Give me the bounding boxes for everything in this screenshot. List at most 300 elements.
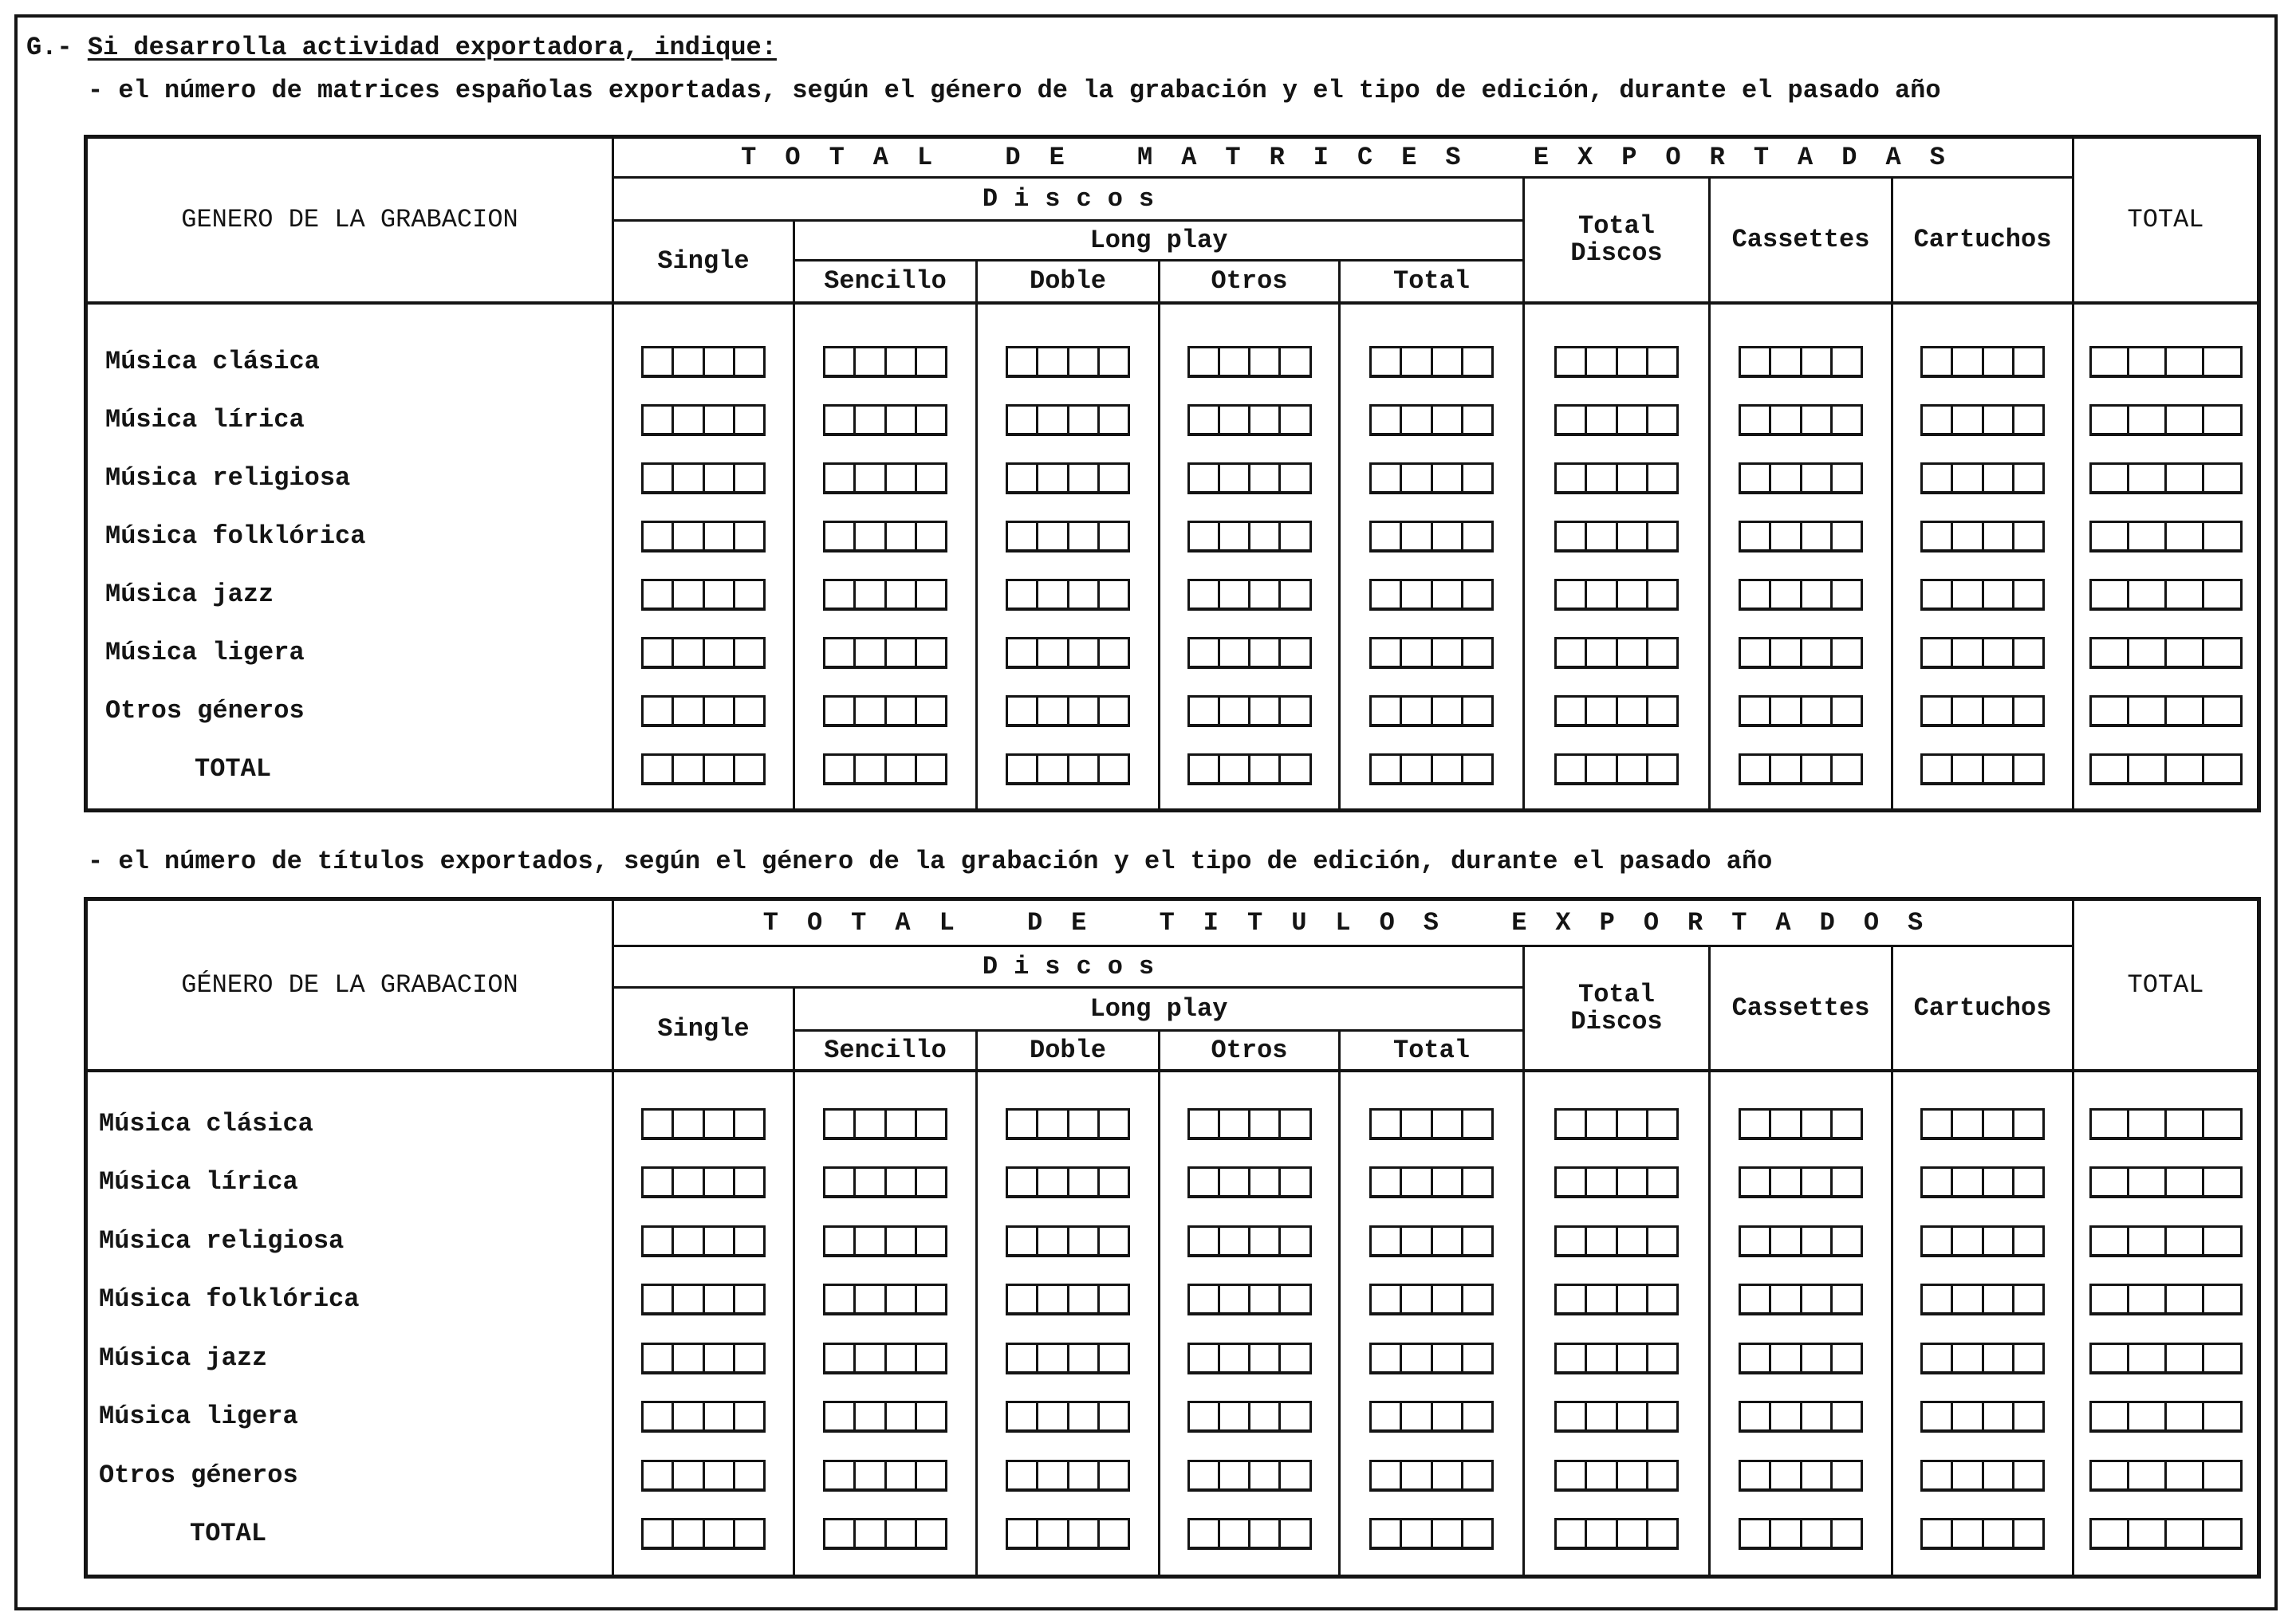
digit-cell [1984,1111,2014,1137]
single-entry-box [641,579,766,611]
lp-sencillo-header: Sencillo [795,1032,978,1072]
digit-cell [856,639,886,666]
digit-cell [825,1462,856,1488]
digit-cell [856,465,886,491]
total-column-header: TOTAL [2074,901,2257,1072]
lp-doble-entry-box [1006,404,1130,436]
digit-cell [2204,1345,2239,1371]
digit-cell [1433,1169,1463,1195]
cartuchos-entry-box [1920,1401,2045,1433]
lp-sencillo-entry-box [823,579,947,611]
digit-cell [1281,1462,1309,1488]
digit-cell [1190,698,1220,724]
digit-cell [1433,639,1463,666]
total-discos-header [1525,179,1711,305]
lp-total-entry-box [1369,1108,1494,1140]
cassettes-entry-box [1739,1460,1863,1492]
lp-otros-entry-box [1187,753,1312,785]
digit-cell [1402,1228,1432,1254]
table-cell [1160,623,1341,682]
digit-cell [887,523,917,549]
table-cell [1893,1446,2074,1505]
digit-cell [674,348,704,375]
digit-cell [1618,1520,1648,1547]
digit-cell [1433,407,1463,433]
digit-cell [1923,1520,1953,1547]
table-cell [795,623,978,682]
single-entry-box [641,1166,766,1198]
digit-cell [1281,1403,1309,1429]
digit-cell [825,407,856,433]
digit-cell [735,756,763,782]
lp-total-entry-box [1369,1343,1494,1374]
table-cell [978,1505,1160,1575]
digit-cell [1923,1462,1953,1488]
digit-cell [1557,348,1587,375]
table-cell [2074,449,2257,507]
table-cell [1160,305,1341,391]
digit-cell [1100,407,1128,433]
digit-cell [1953,407,1983,433]
digit-cell [1220,581,1250,608]
digit-cell [1100,523,1128,549]
digit-cell [1802,1286,1833,1312]
digit-cell [1771,1228,1802,1254]
digit-cell [1220,639,1250,666]
cassettes-entry-box [1739,1166,1863,1198]
lp-doble-entry-box [1006,1284,1130,1315]
lp-sencillo-entry-box [823,753,947,785]
digit-cell [1741,756,1771,782]
table-cell [795,682,978,740]
digit-cell [1038,465,1069,491]
lp-total-header: Total [1341,1032,1525,1072]
digit-cell [856,1111,886,1137]
lp-otros-entry-box [1187,637,1312,669]
table-cell [2074,1329,2257,1388]
table-cell [978,1154,1160,1213]
cartuchos-entry-box [1920,1460,2045,1492]
digit-cell [1771,407,1802,433]
digit-cell [1008,465,1038,491]
table-cell [1341,1271,1525,1330]
table-cell [1525,449,1711,507]
digit-cell [1069,523,1100,549]
table-cell [614,1072,795,1154]
digit-cell [1923,698,1953,724]
digit-cell [1953,1462,1983,1488]
table-cell [1893,1271,2074,1330]
digit-cell [1100,639,1128,666]
digit-cell [674,1462,704,1488]
digit-cell [1618,465,1648,491]
digit-cell [1008,1169,1038,1195]
digit-cell [1802,348,1833,375]
digit-cell [1402,407,1432,433]
digit-cell [2014,756,2042,782]
digit-cell [1802,581,1833,608]
digit-cell [917,581,945,608]
digit-cell [2092,1286,2129,1312]
digit-cell [1100,1111,1128,1137]
table-cell [978,507,1160,565]
lp-doble-entry-box [1006,1166,1130,1198]
digit-cell [674,523,704,549]
digit-cell [2014,581,2042,608]
table-cell [978,682,1160,740]
digit-cell [1220,1403,1250,1429]
cartuchos-entry-box [1920,1225,2045,1257]
digit-cell [825,1111,856,1137]
table-cell [1893,449,2074,507]
digit-cell [2129,1345,2167,1371]
table-1-intro: - el número de matrices españolas exportadas, según el género de la grabación y el tipo de edición, durante el pasado año [88,76,1941,105]
digit-cell [1923,1111,1953,1137]
table-cell [1711,623,1893,682]
total-entry-box [2089,1401,2243,1433]
digit-cell [1008,581,1038,608]
row-label: Música lírica [88,391,614,449]
digit-cell [1618,1462,1648,1488]
table-cell [1341,623,1525,682]
group-title-header: TOTAL DE MATRICES EXPORTADAS [614,139,2074,179]
digit-cell [1833,1111,1861,1137]
row-label: Música lírica [88,1154,614,1213]
lp-sencillo-entry-box [823,1166,947,1198]
table-cell [795,305,978,391]
digit-cell [705,1345,735,1371]
digit-cell [1069,1111,1100,1137]
digit-cell [2129,1228,2167,1254]
cartuchos-entry-box [1920,1343,2045,1374]
total-row-label: TOTAL [88,1505,614,1575]
table-cell [1341,1329,1525,1388]
lp-doble-entry-box [1006,1401,1130,1433]
digit-cell [2204,639,2239,666]
digit-cell [1463,523,1491,549]
digit-cell [1984,1286,2014,1312]
digit-cell [1648,639,1676,666]
digit-cell [887,407,917,433]
digit-cell [1587,465,1617,491]
digit-cell [1833,523,1861,549]
digit-cell [644,523,674,549]
digit-cell [1190,1111,1220,1137]
digit-cell [674,1520,704,1547]
table-cell [1341,507,1525,565]
digit-cell [1281,407,1309,433]
digit-cell [887,639,917,666]
row-label: Música folklórica [88,507,614,565]
digit-cell [1923,756,1953,782]
digit-cell [1100,1345,1128,1371]
digit-cell [1923,1228,1953,1254]
digit-cell [856,756,886,782]
digit-cell [1648,581,1676,608]
digit-cell [1557,581,1587,608]
digit-cell [1618,1169,1648,1195]
digit-cell [917,1345,945,1371]
table-cell [1893,740,2074,808]
total-entry-box [2089,579,2243,611]
table-cell [2074,1154,2257,1213]
digit-cell [1281,523,1309,549]
total-discos-entry-box [1554,1401,1679,1433]
digit-cell [2129,1286,2167,1312]
total-discos-line-1: Total [1577,979,1655,1009]
digit-cell [2167,1403,2204,1429]
digit-cell [1038,1286,1069,1312]
digit-cell [1190,581,1220,608]
table-cell [1341,1505,1525,1575]
lp-sencillo-entry-box [823,521,947,552]
cartuchos-entry-box [1920,637,2045,669]
table-cell [1341,1154,1525,1213]
cassettes-entry-box [1739,1343,1863,1374]
digit-cell [1984,1403,2014,1429]
lp-total-entry-box [1369,346,1494,378]
digit-cell [1008,1520,1038,1547]
digit-cell [2092,523,2129,549]
digit-cell [1557,1228,1587,1254]
digit-cell [1402,1462,1432,1488]
digit-cell [1402,1286,1432,1312]
digit-cell [705,1169,735,1195]
digit-cell [1008,1345,1038,1371]
single-entry-box [641,695,766,727]
digit-cell [1771,1111,1802,1137]
digit-cell [887,1286,917,1312]
table-cell [2074,1446,2257,1505]
digit-cell [2204,1520,2239,1547]
digit-cell [1953,1403,1983,1429]
digit-cell [1984,348,2014,375]
cartuchos-entry-box [1920,1108,2045,1140]
digit-cell [1833,639,1861,666]
table-cell [1160,449,1341,507]
total-discos-entry-box [1554,637,1679,669]
digit-cell [1038,581,1069,608]
table-cell [1525,1505,1711,1575]
total-entry-box [2089,1225,2243,1257]
cassettes-entry-box [1739,1518,1863,1550]
digit-cell [2167,1228,2204,1254]
digit-cell [2092,1111,2129,1137]
table-cell [2074,391,2257,449]
table-cell [1711,1212,1893,1271]
table-cell [1893,1329,2074,1388]
digit-cell [1038,407,1069,433]
total-discos-entry-box [1554,1225,1679,1257]
digit-cell [1953,639,1983,666]
digit-cell [2129,1169,2167,1195]
digit-cell [1648,1111,1676,1137]
digit-cell [1923,1345,1953,1371]
digit-cell [705,756,735,782]
single-entry-box [641,1460,766,1492]
digit-cell [825,523,856,549]
digit-cell [2014,1286,2042,1312]
lp-otros-entry-box [1187,695,1312,727]
table-cell [1160,507,1341,565]
table-cell [1711,1271,1893,1330]
digit-cell [1463,1403,1491,1429]
lp-otros-entry-box [1187,404,1312,436]
digit-cell [1984,639,2014,666]
digit-cell [856,1345,886,1371]
digit-cell [1833,1169,1861,1195]
digit-cell [856,1462,886,1488]
digit-cell [2167,756,2204,782]
table-cell [978,305,1160,391]
digit-cell [1587,1228,1617,1254]
digit-cell [2014,407,2042,433]
total-discos-entry-box [1554,579,1679,611]
digit-cell [1953,348,1983,375]
digit-cell [644,1169,674,1195]
digit-cell [1038,639,1069,666]
total-entry-box [2089,521,2243,552]
digit-cell [1984,407,2014,433]
digit-cell [1038,1345,1069,1371]
digit-cell [2092,1403,2129,1429]
total-entry-box [2089,1108,2243,1140]
digit-cell [674,1111,704,1137]
digit-cell [1220,465,1250,491]
table-cell [1711,391,1893,449]
digit-cell [1648,348,1676,375]
digit-cell [1618,1345,1648,1371]
lp-total-entry-box [1369,462,1494,494]
digit-cell [1463,1345,1491,1371]
digit-cell [1372,1520,1402,1547]
cartuchos-entry-box [1920,753,2045,785]
digit-cell [1281,1345,1309,1371]
digit-cell [1741,1169,1771,1195]
digit-cell [1402,465,1432,491]
table-cell [795,1154,978,1213]
digit-cell [1069,1520,1100,1547]
digit-cell [2204,698,2239,724]
digit-cell [705,1520,735,1547]
digit-cell [887,698,917,724]
digit-cell [1433,1286,1463,1312]
digit-cell [1648,1169,1676,1195]
digit-cell [1250,1286,1281,1312]
single-entry-box [641,1343,766,1374]
digit-cell [1100,1462,1128,1488]
digit-cell [1953,1520,1983,1547]
digit-cell [2129,698,2167,724]
digit-cell [1802,756,1833,782]
digit-cell [705,639,735,666]
table-cell [978,1329,1160,1388]
digit-cell [1587,698,1617,724]
digit-cell [856,1286,886,1312]
cassettes-entry-box [1739,1401,1863,1433]
cartuchos-header: Cartuchos [1893,947,2074,1072]
table-cell [978,623,1160,682]
digit-cell [1557,465,1587,491]
table-cell [978,565,1160,623]
digit-cell [1923,1403,1953,1429]
digit-cell [917,639,945,666]
digit-cell [1557,1403,1587,1429]
section-label: G.- [26,33,73,62]
table-cell [1711,507,1893,565]
digit-cell [1741,1520,1771,1547]
table-cell [978,391,1160,449]
digit-cell [1771,1169,1802,1195]
digit-cell [1220,1169,1250,1195]
digit-cell [1833,581,1861,608]
table-cell [1711,682,1893,740]
table-cell [2074,305,2257,391]
digit-cell [705,1286,735,1312]
digit-cell [1587,348,1617,375]
digit-cell [1923,348,1953,375]
total-entry-box [2089,462,2243,494]
digit-cell [1372,1462,1402,1488]
digit-cell [887,756,917,782]
digit-cell [1802,1345,1833,1371]
digit-cell [1741,1462,1771,1488]
digit-cell [1648,523,1676,549]
digit-cell [1402,523,1432,549]
digit-cell [1250,1111,1281,1137]
digit-cell [1190,1462,1220,1488]
table-cell [614,1271,795,1330]
digit-cell [644,1228,674,1254]
digit-cell [2167,348,2204,375]
digit-cell [1984,1520,2014,1547]
total-discos-entry-box [1554,521,1679,552]
digit-cell [1402,1111,1432,1137]
digit-cell [644,1286,674,1312]
digit-cell [2204,465,2239,491]
cartuchos-entry-box [1920,1166,2045,1198]
digit-cell [1802,1462,1833,1488]
digit-cell [1069,1462,1100,1488]
digit-cell [1463,1286,1491,1312]
digit-cell [887,1228,917,1254]
digit-cell [2092,465,2129,491]
table-cell [1893,305,2074,391]
digit-cell [1587,1169,1617,1195]
digit-cell [1220,756,1250,782]
table-cell [1711,1388,1893,1447]
digit-cell [1250,407,1281,433]
digit-cell [1372,523,1402,549]
digit-cell [1372,348,1402,375]
table-cell [978,740,1160,808]
table-cell [795,1388,978,1447]
table-cell [1160,565,1341,623]
digit-cell [1433,698,1463,724]
lp-doble-entry-box [1006,753,1130,785]
digit-cell [856,523,886,549]
lp-total-entry-box [1369,579,1494,611]
table-cell [978,1072,1160,1154]
digit-cell [917,1403,945,1429]
digit-cell [1587,1520,1617,1547]
digit-cell [2129,407,2167,433]
digit-cell [1433,581,1463,608]
table-cell [2074,1505,2257,1575]
digit-cell [1463,1228,1491,1254]
matrices-table [84,135,2261,812]
digit-cell [674,1403,704,1429]
